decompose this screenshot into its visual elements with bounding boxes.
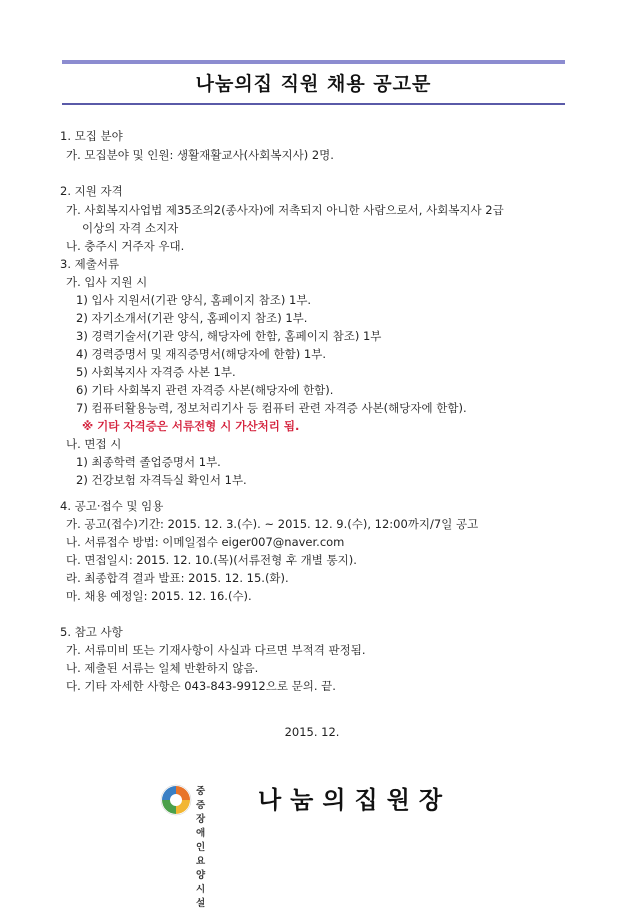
- title-top-rule: [62, 60, 565, 64]
- notice-line: 나. 면접 시: [66, 437, 122, 451]
- notice-line: 이상의 자격 소지자: [82, 221, 179, 235]
- section-heading: 1. 모집 분야: [60, 129, 123, 143]
- notice-line: 3) 경력기술서(기관 양식, 해당자에 한함, 홈페이지 참조) 1부: [76, 329, 382, 343]
- notice-line: 가. 모집분야 및 인원: 생활재활교사(사회복지사) 2명.: [66, 148, 334, 162]
- notice-line: 가. 입사 지원 시: [66, 275, 148, 289]
- notice-line: 7) 컴퓨터활용능력, 정보처리기사 등 컴퓨터 관련 자격증 사본(해당자에 한함).: [76, 401, 467, 415]
- section-heading: 2. 지원 자격: [60, 184, 123, 198]
- section-heading: 3. 제출서류: [60, 257, 120, 271]
- section-heading: 5. 참고 사항: [60, 625, 123, 639]
- notice-line: 나. 제출된 서류는 일체 반환하지 않음.: [66, 661, 259, 675]
- facility-type-line-1: 중증장애인: [196, 786, 206, 853]
- notice-line: 다. 기타 자세한 사항은 043-843-9912으로 문의. 끝.: [66, 679, 336, 693]
- notice-line: 가. 공고(접수)기간: 2015. 12. 3.(수). ~ 2015. 12. 9.(수), 12:00까지/7일 공고: [66, 517, 479, 531]
- notice-line: 나. 충주시 거주자 우대.: [66, 239, 185, 253]
- notice-line: 마. 채용 예정일: 2015. 12. 16.(수).: [66, 589, 252, 603]
- page-title: 나눔의집 직원 채용 공고문: [195, 73, 432, 95]
- notice-line: 6) 기타 사회복지 관련 자격증 사본(해당자에 한함).: [76, 383, 334, 397]
- facility-type-label: [196, 785, 205, 911]
- facility-logo-icon: [160, 784, 192, 816]
- notice-line: 다. 면접일시: 2015. 12. 10.(목)(서류전형 후 개별 통지).: [66, 553, 357, 567]
- title-bottom-rule: [62, 103, 565, 105]
- notice-line: 2) 건강보험 자격득실 확인서 1부.: [76, 473, 247, 487]
- notice-highlight: ※ 기타 자격증은 서류전형 시 가산처리 됨.: [82, 419, 300, 433]
- section-heading: 4. 공고·접수 및 임용: [60, 499, 164, 513]
- notice-line: 1) 입사 지원서(기관 양식, 홈페이지 참조) 1부.: [76, 293, 312, 307]
- notice-line: 나. 서류접수 방법: 이메일접수 eiger007@naver.com: [66, 535, 345, 549]
- notice-line: 가. 서류미비 또는 기재사항이 사실과 다르면 부적격 판정됨.: [66, 643, 366, 657]
- notice-line: 2) 자기소개서(기관 양식, 홈페이지 참조) 1부.: [76, 311, 308, 325]
- notice-line: 1) 최종학력 졸업증명서 1부.: [76, 455, 221, 469]
- notice-date: 2015. 12.: [284, 725, 340, 739]
- notice-line: 4) 경력증명서 및 재직증명서(해당자에 한함) 1부.: [76, 347, 326, 361]
- notice-line: 가. 사회복지사업법 제35조의2(종사자)에 저촉되지 아니한 사람으로서, 사회복지사 2급: [66, 203, 504, 217]
- facility-type-line-2: 요 양 시 설: [196, 856, 206, 909]
- issuer-name: 나눔의집원장: [258, 786, 452, 814]
- notice-line: 라. 최종합격 결과 발표: 2015. 12. 15.(화).: [66, 571, 289, 585]
- notice-line: 5) 사회복지사 자격증 사본 1부.: [76, 365, 236, 379]
